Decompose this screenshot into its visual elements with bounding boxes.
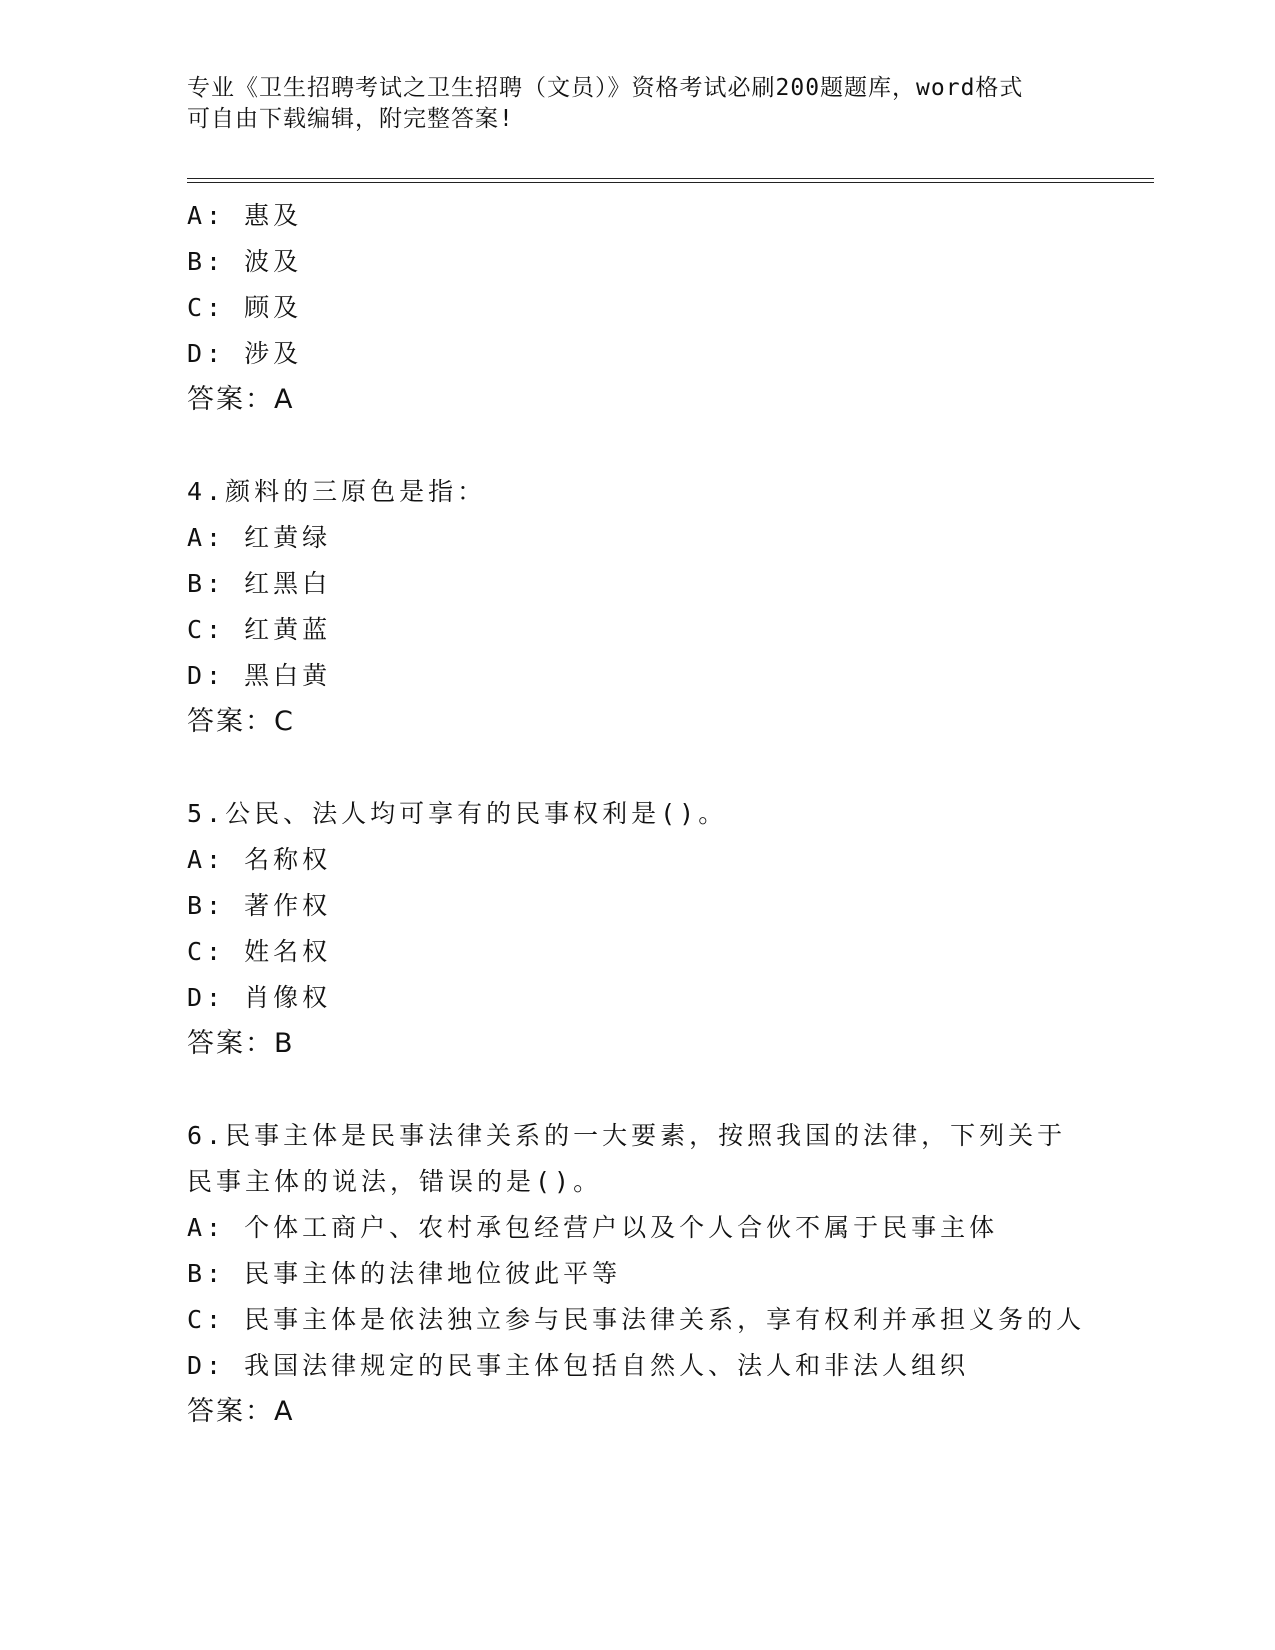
option-b: B: 著作权 (187, 891, 332, 920)
question-block (187, 791, 1137, 1067)
answer-line: 答案：C (187, 706, 295, 737)
question-stem: 5.公民、法人均可享有的民事权利是()。 (187, 799, 728, 828)
question-stem: 6.民事主体是民事法律关系的一大要素，按照我国的法律，下列关于 (187, 1121, 1067, 1150)
question-block (187, 1113, 1137, 1435)
option-d: D: 我国法律规定的民事主体包括自然人、法人和非法人组织 (187, 1351, 970, 1380)
document-header (187, 73, 1067, 135)
option-b: B: 红黑白 (187, 569, 332, 598)
question-stem-continued: 民事主体的说法，错误的是()。 (187, 1167, 603, 1196)
header-divider (187, 178, 1154, 183)
option-a: A: 惠及 (187, 201, 303, 230)
option-c: C: 顾及 (187, 293, 303, 322)
answer-line: 答案：A (187, 1396, 295, 1427)
option-d: D: 黑白黄 (187, 661, 332, 690)
header-line-2: 可自由下载编辑，附完整答案! (187, 106, 514, 132)
header-line-1: 专业《卫生招聘考试之卫生招聘（文员）》资格考试必刷200题题库，word格式 (187, 75, 1024, 101)
option-d: D: 涉及 (187, 339, 303, 368)
option-a: A: 个体工商户、农村承包经营户以及个人合伙不属于民事主体 (187, 1213, 999, 1242)
option-c: C: 姓名权 (187, 937, 332, 966)
question-block (187, 469, 1137, 745)
option-c: C: 红黄蓝 (187, 615, 332, 644)
question-block (187, 193, 1137, 423)
answer-line: 答案：B (187, 1028, 295, 1059)
option-d: D: 肖像权 (187, 983, 332, 1012)
option-c: C: 民事主体是依法独立参与民事法律关系，享有权利并承担义务的人 (187, 1305, 1086, 1334)
question-list (187, 193, 1137, 1435)
option-b: B: 波及 (187, 247, 303, 276)
answer-line: 答案：A (187, 384, 295, 415)
option-b: B: 民事主体的法律地位彼此平等 (187, 1259, 622, 1288)
question-stem: 4.颜料的三原色是指： (187, 477, 487, 506)
option-a: A: 红黄绿 (187, 523, 332, 552)
option-a: A: 名称权 (187, 845, 332, 874)
